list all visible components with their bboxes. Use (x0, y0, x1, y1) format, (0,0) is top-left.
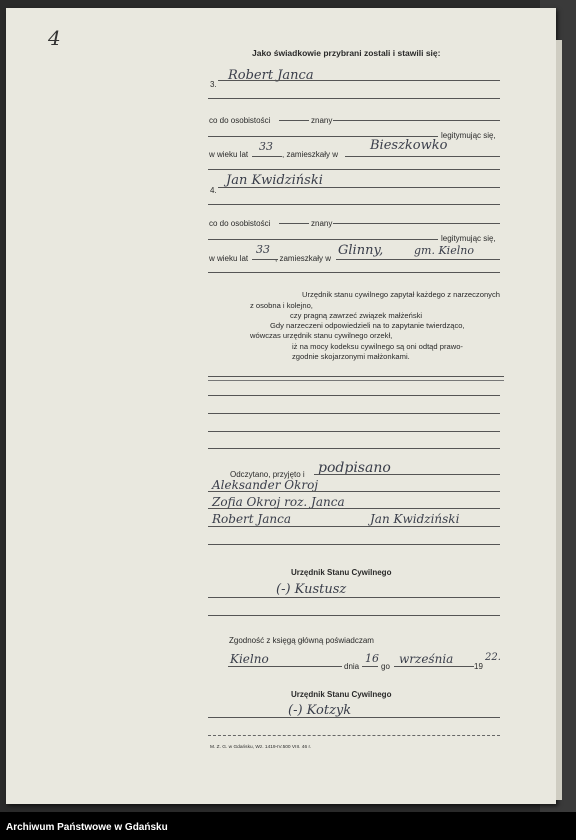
conformity-text: Zgodność z księgą główną poświadczam (229, 636, 374, 645)
page-number: 4 (48, 26, 61, 50)
archive-credit: Archiwum Państwowe w Gdańsku (6, 822, 168, 833)
rule (208, 204, 500, 205)
rule (314, 474, 500, 475)
rule (208, 615, 500, 616)
paragraph-line-2: z osobna i kolejno, (250, 301, 313, 310)
rule (336, 259, 500, 260)
rule (208, 395, 500, 396)
signature-1: Aleksander Okroj (212, 478, 319, 492)
paragraph-line-7: zgodnie skojarzonymi małżonkami. (292, 352, 410, 361)
document-page (6, 8, 556, 804)
rule (208, 735, 500, 736)
rule (208, 169, 500, 170)
rule (208, 597, 500, 598)
witness2-residence2: gm. Kielno (414, 244, 474, 257)
witness2-age-label: w wieku lat (209, 254, 249, 263)
witness1-number: 3. (210, 80, 217, 89)
paragraph-line-4: Gdy narzeczeni odpowiedzieli na to zapytanie twierdząco, (270, 321, 465, 330)
witness2-residence: Glinny, (338, 243, 384, 258)
signature-4: Jan Kwidziński (370, 512, 460, 526)
rule (208, 491, 500, 492)
witness1-age: 33 (259, 140, 273, 153)
paragraph-line-6: iż na mocy kodeksu cywilnego są oni odtąd prawo- (292, 342, 463, 351)
year-suffix: 22. (485, 652, 501, 663)
rule (208, 239, 438, 240)
rule (333, 223, 500, 224)
witness1-name: Robert Janca (228, 68, 314, 83)
place: Kielno (230, 652, 269, 666)
day-label: dnia (344, 662, 360, 671)
rule (208, 413, 500, 414)
witness1-known: znany (311, 116, 333, 125)
rule (333, 120, 500, 121)
rule (279, 223, 309, 224)
witness2-number: 4. (210, 186, 217, 195)
page-edge (556, 40, 562, 800)
witness1-residing-label: , zamieszkały w (282, 150, 339, 159)
witness1-age-label: w wieku lat (209, 150, 249, 159)
officer-signature-1: (-) Kustusz (276, 582, 347, 597)
rule (208, 526, 500, 527)
printer-note: M. Z. G. w Gdańsku, Wz. 1419-IV.500 VIII. 46 r. (210, 745, 312, 750)
rule (208, 380, 504, 381)
rule (208, 272, 500, 273)
rule (208, 376, 504, 377)
rule (252, 156, 282, 157)
rule (279, 120, 309, 121)
witness2-age: 33 (256, 243, 270, 256)
rule (218, 187, 500, 188)
witness1-residence: Bieszkowko (370, 138, 448, 153)
rule (208, 448, 500, 449)
signature-3: Robert Janca (212, 512, 291, 526)
month-label: go (381, 662, 390, 671)
witness1-legit: legitymując się, (441, 131, 496, 140)
rule (345, 156, 500, 157)
witness2-known: znany (311, 219, 333, 228)
year-prefix: 19 (474, 662, 483, 671)
rule (394, 666, 474, 667)
officer-title-1: Urzędnik Stanu Cywilnego (291, 568, 392, 577)
rule (208, 136, 438, 137)
rule (208, 717, 500, 718)
rule (208, 98, 500, 99)
witness2-residing-label: , zamieszkały w (275, 254, 332, 263)
paragraph-line-3: czy pragną zawrzeć związek małżeński (290, 311, 423, 320)
heading: Jako świadkowie przybrani zostali i stawili się: (252, 48, 441, 58)
read-label: Odczytano, przyjęto i (230, 470, 305, 479)
officer-signature-2: (-) Kotzyk (288, 703, 352, 718)
witness2-identity-label: co do osobistości (209, 219, 271, 228)
month: września (399, 652, 454, 666)
paragraph-line-5: wówczas urzędnik stanu cywilnego orzekł, (250, 331, 393, 340)
paragraph-line-1: Urzędnik stanu cywilnego zapytał każdego z narzeczonych (302, 290, 500, 299)
witness2-name: Jan Kwidziński (226, 173, 323, 188)
rule (208, 544, 500, 545)
day: 16 (365, 652, 379, 665)
rule (208, 508, 500, 509)
signature-2: Zofia Okroj roz. Janca (212, 495, 345, 509)
officer-title-2: Urzędnik Stanu Cywilnego (291, 690, 392, 699)
signed-word: podpisano (318, 460, 391, 476)
rule (208, 431, 500, 432)
rule (362, 666, 378, 667)
witness2-legit: legitymując się, (441, 234, 496, 243)
rule (218, 80, 500, 81)
witness1-identity-label: co do osobistości (209, 116, 271, 125)
rule (228, 666, 342, 667)
